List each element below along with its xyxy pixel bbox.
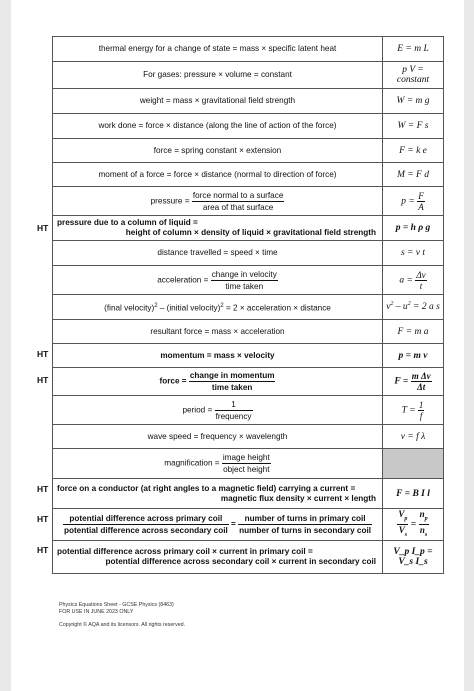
fraction [63,513,229,536]
fraction-numerator: F [418,190,424,201]
fraction-numerator: number of turns in primary coil [238,513,372,525]
fraction-numerator: 1 [215,399,253,411]
subscript: s [424,531,428,538]
higher-tier-marker: HT [37,484,49,494]
fraction [215,399,253,422]
equation-line-1: potential difference across primary coil × current in primary coil = [57,547,313,556]
equation-words: For gases: pressure × volume = constant [53,62,383,89]
symbol: n [419,525,425,535]
symbol-lhs: T = [401,405,416,416]
equation-sheet-page [11,0,464,691]
equation-words [53,509,383,541]
fraction-numerator: force normal to a surface [192,190,284,200]
equation-words [53,541,383,574]
equation-lhs: period = [182,405,213,415]
superscript: 2 [154,302,158,309]
equation-lhs: force = [159,376,187,386]
symbol-fraction [418,400,425,421]
equation-symbols: W = m g [383,89,444,114]
fraction-denominator: object height [223,465,270,474]
equation-words [53,266,383,295]
equation-symbols: p = h ρ g [383,216,444,241]
higher-tier-marker: HT [37,545,49,555]
superscript: 2 [407,301,411,308]
equation-symbols [383,509,444,541]
equation-words: momentum = mass × velocity [53,344,383,368]
equation-line-1: force on a conductor (at right angles to a magnetic field) carrying a current = [57,483,356,493]
equation-row [53,139,444,163]
symbol-lhs: a = [399,275,413,286]
fraction-denominator: A [418,201,424,212]
equation-symbols: E = m L [383,37,444,62]
fraction [238,513,372,536]
equation-line-2: magnetic flux density × current × length [220,493,376,503]
symbol: n [419,509,425,520]
equation-row [53,344,444,368]
equation-words: resultant force = mass × acceleration [53,320,383,344]
fraction [222,452,271,475]
equation-row [53,509,444,541]
superscript: 2 [220,302,224,309]
symbol-part: = 2 a s [410,302,440,313]
fraction [211,269,278,292]
text-part: = 2 × acceleration × distance [223,303,331,313]
equation-symbols: F = m a [383,320,444,344]
equation-words [53,368,383,396]
equation-row [53,163,444,187]
equation-words [53,295,383,320]
equation-row [53,295,444,320]
fraction-denominator [419,525,429,540]
equation-row [53,479,444,509]
equation-words [53,396,383,425]
higher-tier-marker: HT [37,223,49,233]
fraction [189,370,276,393]
symbol-fraction [411,371,432,392]
subscript: s [404,531,408,538]
equation-lhs: pressure = [150,196,190,206]
fraction-numerator: change in momentum [189,371,275,380]
fraction [192,190,285,213]
fraction-denominator: time taken [211,383,253,392]
equation-words: thermal energy for a change of state = mass × specific latent heat [53,37,383,62]
footer-copyright: Copyright © AQA and its licensors. All rights reserved. [59,622,186,628]
equation-words: force = spring constant × extension [53,139,383,163]
equations-table [52,36,444,574]
fraction-denominator: f [419,410,423,421]
fraction-denominator [397,525,408,540]
equation-row [53,187,444,216]
fraction-numerator: 1 [418,399,424,410]
text-part: – (initial velocity) [157,303,221,313]
fraction-denominator: area of that surface [202,202,274,212]
equation-symbols: F = k e [383,139,444,163]
equation-row [53,216,444,241]
equation-row [53,114,444,139]
equation-symbols [383,295,444,320]
equation-words: wave speed = frequency × wavelength [53,425,383,449]
equation-words [53,216,383,241]
equation-row [53,241,444,266]
equation-row [53,449,444,479]
equation-symbols: M = F d [383,163,444,187]
equation-words [53,449,383,479]
equation-words: work done = force × distance (along the line of action of the force) [53,114,383,139]
fraction-denominator: potential difference across secondary coil [63,526,228,535]
equation-words [53,479,383,509]
symbol-fraction [419,509,429,540]
equation-row [53,266,444,295]
equation-symbols: p = m v [383,344,444,368]
equation-row [53,89,444,114]
equation-symbols [383,368,444,396]
equation-symbols [383,187,444,216]
fraction-denominator: t [419,280,423,291]
fraction-numerator: Δv [416,269,426,280]
equation-symbols: V_p I_p = V_s I_s [383,541,444,574]
symbol-lhs: F = [394,376,409,387]
fraction-denominator: frequency [215,411,252,421]
symbol-lhs: p = [401,196,415,207]
fraction-denominator: time taken [225,281,264,291]
fraction-numerator: potential difference across primary coil [63,513,229,525]
equation-row [53,37,444,62]
subscript: p [424,516,428,522]
footer-usage-note: FOR USE IN JUNE 2023 ONLY [59,609,134,615]
equation-symbols: v = f λ [383,425,444,449]
blank-shaded-cell [383,449,444,479]
superscript: 2 [390,301,394,308]
equation-words: weight = mass × gravitational field strength [53,89,383,114]
footer-title: Physics Equations Sheet - GCSE Physics (8463) [59,602,174,608]
symbol-fraction [417,191,425,212]
equation-row [53,368,444,396]
equation-line-2: height of column × density of liquid × gravitational field strength [125,228,376,237]
equation-row [53,62,444,89]
equals-sign: = [410,519,417,530]
equation-symbols: W = F s [383,114,444,139]
fraction-numerator [419,509,429,525]
equation-symbols [383,396,444,425]
fraction-numerator: m Δv [411,371,431,381]
higher-tier-marker: HT [37,349,49,359]
symbol-part: v [386,302,391,313]
symbol-part: – u [393,302,408,313]
equation-symbols: p V = constant [383,62,444,89]
equation-line-2: potential difference across secondary coil × current in secondary coil [105,557,376,566]
equation-row [53,425,444,449]
fraction-denominator: number of turns in secondary coil [239,526,372,535]
symbol-fraction [415,270,426,291]
fraction-numerator: image height [222,453,270,462]
text-part: (final velocity) [104,303,155,313]
equation-symbols: s = v t [383,241,444,266]
equation-words [53,187,383,216]
symbol-fraction [397,509,408,540]
higher-tier-marker: HT [37,375,49,385]
equation-line-1: pressure due to a column of liquid = [57,218,198,227]
equation-symbols [383,266,444,295]
symbol: V [398,525,405,535]
equation-row [53,320,444,344]
equation-words: moment of a force = force × distance (normal to direction of force) [53,163,383,187]
fraction-denominator: Δt [417,382,426,392]
higher-tier-marker: HT [37,514,49,524]
equation-words: distance travelled = speed × time [53,241,383,266]
equation-lhs: magnification = [164,458,220,468]
fraction-numerator [397,509,408,525]
equation-lhs: acceleration = [157,275,209,285]
equation-symbols: F = B I l [383,479,444,509]
equals-sign: = [231,519,236,529]
fraction-numerator: change in velocity [211,269,277,279]
equation-row [53,396,444,425]
subscript: p [404,516,408,522]
symbol: V [398,509,405,520]
equation-row [53,541,444,574]
